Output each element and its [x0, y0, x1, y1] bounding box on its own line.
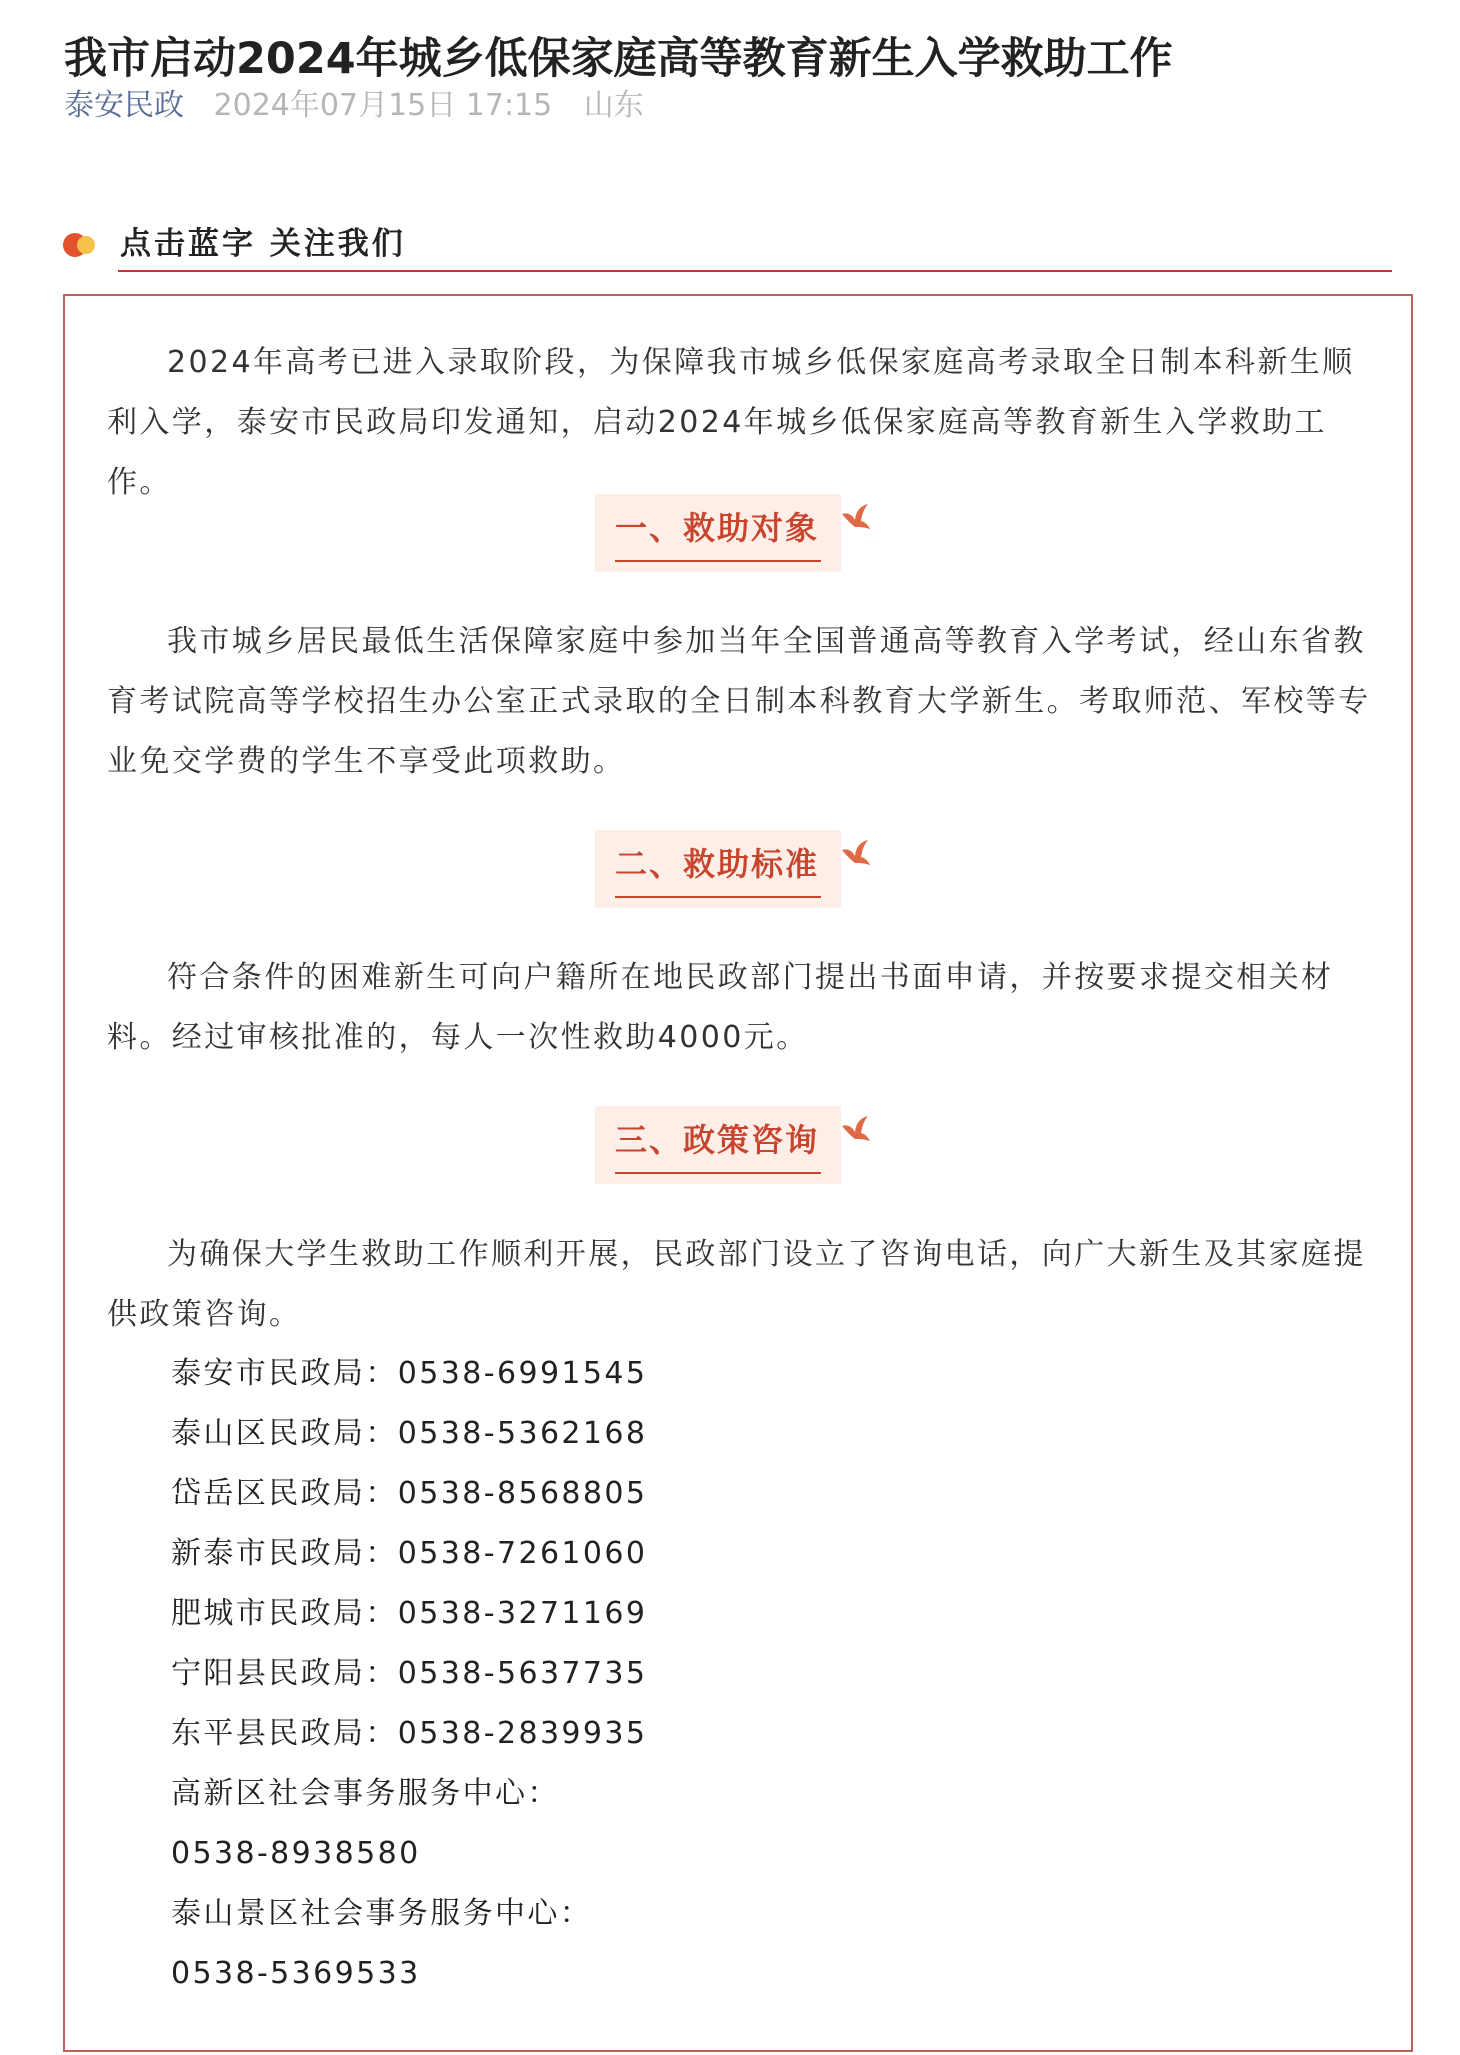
bird-icon [839, 1114, 873, 1148]
section-heading-underline [615, 560, 821, 562]
section-2-body: 符合条件的困难新生可向户籍所在地民政部门提出书面申请，并按要求提交相关材料。经过审核批准的，每人一次性救助4000元。 [107, 960, 1334, 1055]
article-content [63, 294, 1413, 2052]
bird-icon [839, 502, 873, 536]
contact-line: 高新区社会事务服务中心： [171, 1776, 560, 1811]
bird-icon [839, 838, 873, 872]
section-heading-2 [595, 830, 875, 908]
publish-time: 2024年07月15日 17:15 [213, 88, 553, 123]
contact-line: 0538-8938580 [171, 1836, 421, 1871]
section-heading-underline [615, 896, 821, 898]
section-heading-underline [615, 1172, 821, 1174]
contact-line: 东平县民政局：0538-2839935 [171, 1716, 648, 1751]
section-1-body: 我市城乡居民最低生活保障家庭中参加当年全国普通高等教育入学考试，经山东省教育考试院高等学校招生办公室正式录取的全日制本科教育大学新生。考取师范、军校等专业免交学费的学生不享受此项救助。 [107, 624, 1371, 779]
article-title: 我市启动2024年城乡低保家庭高等教育新生入学救助工作 [64, 33, 1173, 84]
contact-line: 泰山区民政局：0538-5362168 [171, 1416, 648, 1451]
section-heading-1 [595, 494, 875, 572]
publish-location: 山东 [583, 88, 644, 123]
dual-circle-dot-icon [62, 230, 102, 260]
follow-divider [118, 270, 1392, 272]
account-name-link[interactable]: 泰安民政 [64, 88, 184, 123]
follow-text: 点击蓝字 关注我们 [120, 226, 406, 262]
article-meta [64, 86, 644, 126]
contact-line: 泰山景区社会事务服务中心： [171, 1896, 593, 1931]
contact-line: 肥城市民政局：0538-3271169 [171, 1596, 648, 1631]
contact-line: 宁阳县民政局：0538-5637735 [171, 1656, 648, 1691]
section-heading-label: 一、救助对象 [615, 509, 820, 547]
section-3-body: 为确保大学生救助工作顺利开展，民政部门设立了咨询电话，向广大新生及其家庭提供政策咨询。 [107, 1237, 1366, 1332]
intro-paragraph: 2024年高考已进入录取阶段，为保障我市城乡低保家庭高考录取全日制本科新生顺利入学，泰安市民政局印发通知，启动2024年城乡低保家庭高等教育新生入学救助工作。 [107, 345, 1355, 500]
section-heading-label: 二、救助标准 [615, 845, 820, 883]
contact-line: 泰安市民政局：0538-6991545 [171, 1356, 648, 1391]
contact-line: 新泰市民政局：0538-7261060 [171, 1536, 648, 1571]
section-heading-label: 三、政策咨询 [615, 1121, 820, 1159]
contact-line: 岱岳区民政局：0538-8568805 [171, 1476, 648, 1511]
section-heading-3 [595, 1106, 875, 1184]
follow-banner[interactable] [62, 222, 1392, 274]
contact-line: 0538-5369533 [171, 1956, 421, 1991]
